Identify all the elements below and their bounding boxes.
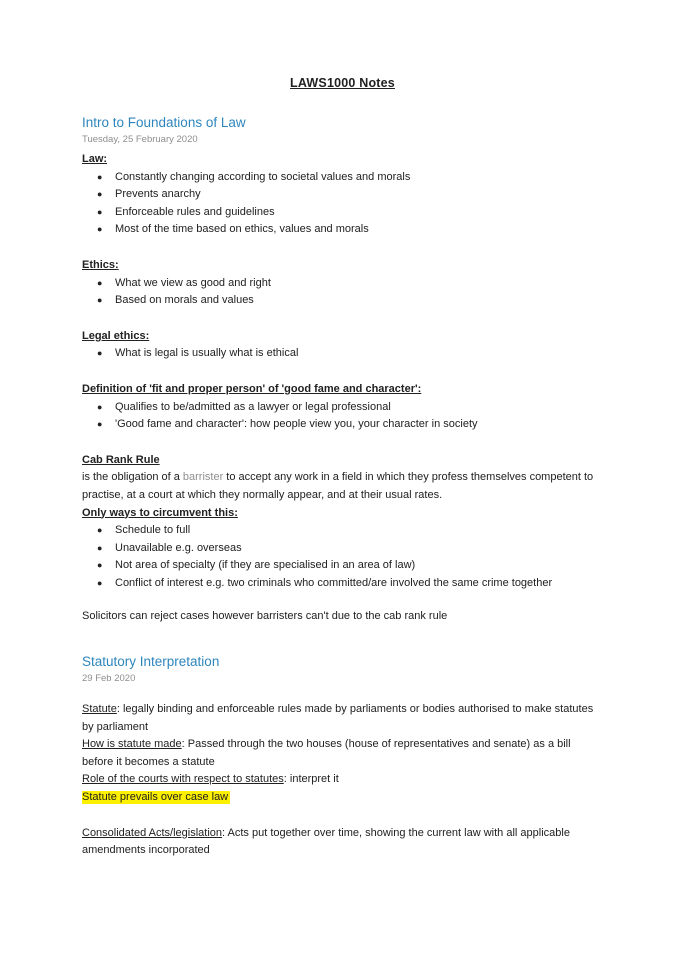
underlined-line-text: Only ways to circumvent this: [82, 506, 238, 519]
subheading [82, 381, 603, 399]
list-item-text: Unavailable e.g. overseas [115, 541, 242, 554]
bullet-icon: ● [97, 189, 103, 200]
definition-line [82, 771, 603, 789]
note-section [82, 115, 603, 626]
list-item-text: Based on morals and values [115, 294, 254, 307]
bullet-icon: ● [97, 419, 103, 430]
paragraph-text: to accept any work in a field in which they profess themselves competent to practise, at a court at which they normally appear, and at their usual rates. [82, 471, 594, 501]
section-date: 29 Feb 2020 [82, 673, 136, 685]
bullet-icon: ● [97, 224, 103, 235]
definition-text: : legally binding and enforceable rules made by parliaments or bodies authorised to make statutes by parliament [82, 703, 594, 733]
list-item-text: What is legal is usually what is ethical [115, 347, 299, 360]
definition-term: Role of the courts with respect to statutes [82, 773, 284, 786]
bullet-icon: ● [97, 577, 103, 588]
paragraph-text: is the obligation of a [82, 471, 183, 484]
paragraph-text: Solicitors can reject cases however barristers can't due to the cab rank rule [82, 610, 448, 623]
muted-term: barrister [182, 471, 224, 484]
subheading [82, 452, 603, 470]
section-blocks [82, 151, 603, 626]
document-sections [82, 115, 603, 860]
paragraph [82, 608, 603, 626]
list-item [97, 292, 603, 310]
section-date: Tuesday, 25 February 2020 [82, 134, 198, 145]
bullet-icon: ● [97, 171, 103, 182]
definition-term: How is statute made [82, 738, 182, 751]
list-item-text: Most of the time based on ethics, values and morals [115, 223, 369, 236]
document-title: LAWS1000 Notes [290, 76, 395, 90]
list-item [97, 416, 603, 434]
list-item-text: Schedule to full [115, 524, 191, 537]
bullet-icon: ● [97, 348, 103, 359]
subheading-text: Definition of 'fit and proper person' of 'good fame and character': [82, 382, 422, 395]
document-content [82, 76, 603, 860]
bullet-icon: ● [97, 277, 103, 288]
list-item-text: Constantly changing according to societal values and morals [115, 170, 411, 183]
definition-line [82, 701, 603, 736]
bullet-list [82, 522, 603, 592]
section-blocks [82, 701, 603, 860]
subheading-text: Legal ethics: [82, 329, 150, 342]
subheading-text: Cab Rank Rule [82, 453, 160, 466]
paragraph [82, 469, 603, 504]
bullet-list [82, 275, 603, 310]
list-item-text: 'Good fame and character': how people view you, your character in society [115, 418, 478, 431]
list-item-text: Prevents anarchy [115, 188, 201, 201]
definition-term: Statute [82, 703, 117, 716]
list-item [97, 345, 603, 363]
list-item-text: Conflict of interest e.g. two criminals who committed/are involved the same crime together [115, 576, 553, 589]
list-item [97, 204, 603, 222]
highlighted-text: Statute prevails over case law [82, 791, 229, 804]
definition-text: : interpret it [283, 773, 339, 786]
list-item-text: Qualifies to be/admitted as a lawyer or legal professional [115, 400, 391, 413]
bullet-icon: ● [97, 560, 103, 571]
list-item [97, 186, 603, 204]
bullet-list [82, 399, 603, 434]
bullet-list [82, 169, 603, 239]
bullet-icon: ● [97, 401, 103, 412]
list-item-text: What we view as good and right [115, 276, 271, 289]
note-section [82, 654, 603, 860]
subheading-text: Ethics: [82, 258, 119, 271]
list-item [97, 522, 603, 540]
definition-line [82, 825, 603, 860]
bullet-icon: ● [97, 295, 103, 306]
definition-text: : Passed through the two houses (house of representatives and senate) as a bill before it becomes a statute [82, 738, 571, 768]
list-item-text: Not area of specialty (if they are specialised in an area of law) [115, 559, 416, 572]
definition-term: Consolidated Acts/legislation [82, 826, 223, 839]
list-item [97, 540, 603, 558]
list-item [97, 399, 603, 417]
section-heading: Statutory Interpretation [82, 654, 220, 670]
bullet-icon: ● [97, 206, 103, 217]
list-item [97, 275, 603, 293]
list-item [97, 221, 603, 239]
list-item-text: Enforceable rules and guidelines [115, 205, 275, 218]
highlighted-line [82, 789, 603, 807]
definition-line [82, 736, 603, 771]
subheading [82, 257, 603, 275]
bullet-list [82, 345, 603, 363]
bullet-icon: ● [97, 525, 103, 536]
list-item [97, 169, 603, 187]
section-heading: Intro to Foundations of Law [82, 115, 246, 130]
list-item [97, 575, 603, 593]
underlined-line [82, 505, 603, 523]
subheading [82, 328, 603, 346]
definition-text: : Acts put together over time, showing the current law with all applicable amendments incorporated [82, 826, 570, 857]
list-item [97, 557, 603, 575]
subheading-text: Law: [82, 153, 108, 165]
subheading [82, 151, 603, 169]
bullet-icon: ● [97, 542, 103, 553]
